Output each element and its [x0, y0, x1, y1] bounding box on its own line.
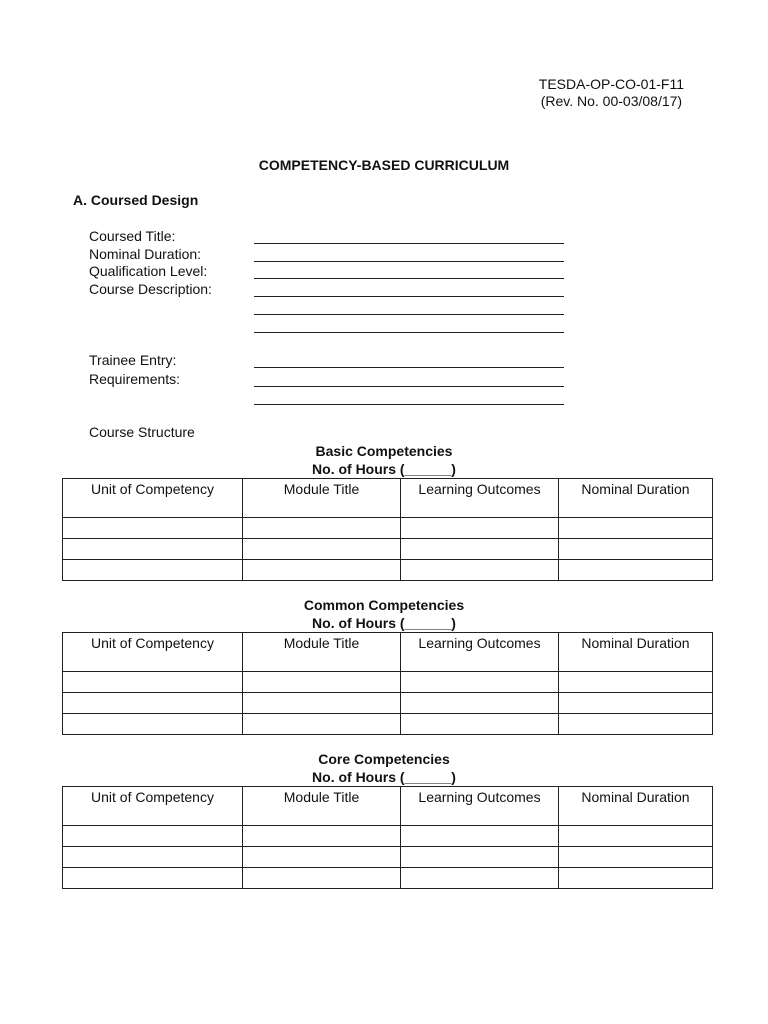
table-cell[interactable]: [401, 560, 559, 581]
table-cell[interactable]: [63, 560, 243, 581]
table-row: [63, 826, 713, 847]
table-cell[interactable]: [559, 518, 713, 539]
learning-outcomes-header: Learning Outcomes: [401, 787, 559, 826]
revision-number: (Rev. No. 00-03/08/17): [540, 93, 683, 109]
trainee-entry-label: Trainee Entry:: [89, 352, 177, 368]
table-cell[interactable]: [401, 868, 559, 889]
basic-competencies-heading: [0, 442, 768, 478]
table-cell[interactable]: [63, 714, 243, 735]
table-cell[interactable]: [401, 693, 559, 714]
table-cell[interactable]: [401, 847, 559, 868]
document-code-block: [539, 76, 684, 110]
course-title-line[interactable]: [254, 243, 564, 244]
basic-competencies-title: Basic Competencies: [315, 443, 453, 459]
table-row: [63, 868, 713, 889]
unit-of-competency-header: Unit of Competency: [63, 633, 243, 672]
table-cell[interactable]: [243, 868, 401, 889]
table-row: [63, 518, 713, 539]
table-cell[interactable]: [243, 847, 401, 868]
learning-outcomes-header: Learning Outcomes: [401, 479, 559, 518]
course-title-label: Coursed Title:: [89, 228, 176, 244]
table-cell[interactable]: [243, 518, 401, 539]
table-header-row: [63, 787, 713, 826]
module-title-header: Module Title: [243, 633, 401, 672]
table-row: [63, 672, 713, 693]
course-description-line-3[interactable]: [254, 332, 564, 333]
requirements-label: Requirements:: [89, 371, 181, 387]
table-cell[interactable]: [559, 847, 713, 868]
page-title: COMPETENCY-BASED CURRICULUM: [258, 157, 510, 173]
requirements-line-1[interactable]: [254, 386, 564, 387]
common-competencies-table: [62, 632, 713, 735]
nominal-duration-line[interactable]: [254, 261, 564, 262]
table-cell[interactable]: [401, 518, 559, 539]
table-cell[interactable]: [63, 693, 243, 714]
section-a-heading: A. Coursed Design: [73, 192, 199, 208]
nominal-duration-header: Nominal Duration: [559, 633, 713, 672]
nominal-duration-label: Nominal Duration:: [89, 246, 202, 262]
table-cell[interactable]: [401, 714, 559, 735]
table-row: [63, 539, 713, 560]
table-cell[interactable]: [559, 539, 713, 560]
course-structure-label: Course Structure: [89, 424, 195, 440]
table-cell[interactable]: [401, 672, 559, 693]
nominal-duration-header: Nominal Duration: [559, 787, 713, 826]
table-cell[interactable]: [243, 826, 401, 847]
nominal-duration-header: Nominal Duration: [559, 479, 713, 518]
table-row: [63, 714, 713, 735]
qualification-level-line[interactable]: [254, 278, 564, 279]
table-cell[interactable]: [559, 672, 713, 693]
trainee-entry-line[interactable]: [254, 367, 564, 368]
module-title-header: Module Title: [243, 479, 401, 518]
table-header-row: [63, 633, 713, 672]
table-cell[interactable]: [559, 868, 713, 889]
core-competencies-heading: [0, 750, 768, 786]
table-cell[interactable]: [243, 714, 401, 735]
table-cell[interactable]: [243, 560, 401, 581]
table-cell[interactable]: [559, 560, 713, 581]
course-description-label: Course Description:: [89, 281, 212, 297]
common-competencies-hours: No. of Hours (______): [312, 615, 456, 631]
table-cell[interactable]: [63, 826, 243, 847]
table-row: [63, 847, 713, 868]
table-cell[interactable]: [559, 826, 713, 847]
table-cell[interactable]: [243, 693, 401, 714]
unit-of-competency-header: Unit of Competency: [63, 787, 243, 826]
table-cell[interactable]: [63, 539, 243, 560]
module-title-header: Module Title: [243, 787, 401, 826]
table-row: [63, 693, 713, 714]
course-description-line-1[interactable]: [254, 296, 564, 297]
table-cell[interactable]: [559, 714, 713, 735]
course-description-line-2[interactable]: [254, 314, 564, 315]
core-competencies-hours: No. of Hours (______): [312, 769, 456, 785]
basic-competencies-table: [62, 478, 713, 581]
table-cell[interactable]: [243, 539, 401, 560]
requirements-line-2[interactable]: [254, 404, 564, 405]
table-cell[interactable]: [63, 672, 243, 693]
table-cell[interactable]: [63, 868, 243, 889]
learning-outcomes-header: Learning Outcomes: [401, 633, 559, 672]
table-header-row: [63, 479, 713, 518]
document-code: TESDA-OP-CO-01-F11: [538, 76, 684, 92]
table-cell[interactable]: [559, 693, 713, 714]
table-row: [63, 560, 713, 581]
table-cell[interactable]: [63, 847, 243, 868]
qualification-level-label: Qualification Level:: [89, 263, 208, 279]
core-competencies-title: Core Competencies: [318, 751, 450, 767]
table-cell[interactable]: [63, 518, 243, 539]
basic-competencies-hours: No. of Hours (______): [312, 461, 456, 477]
table-cell[interactable]: [401, 826, 559, 847]
table-cell[interactable]: [243, 672, 401, 693]
unit-of-competency-header: Unit of Competency: [63, 479, 243, 518]
common-competencies-heading: [0, 596, 768, 632]
table-cell[interactable]: [401, 539, 559, 560]
common-competencies-title: Common Competencies: [303, 597, 465, 613]
core-competencies-table: [62, 786, 713, 889]
